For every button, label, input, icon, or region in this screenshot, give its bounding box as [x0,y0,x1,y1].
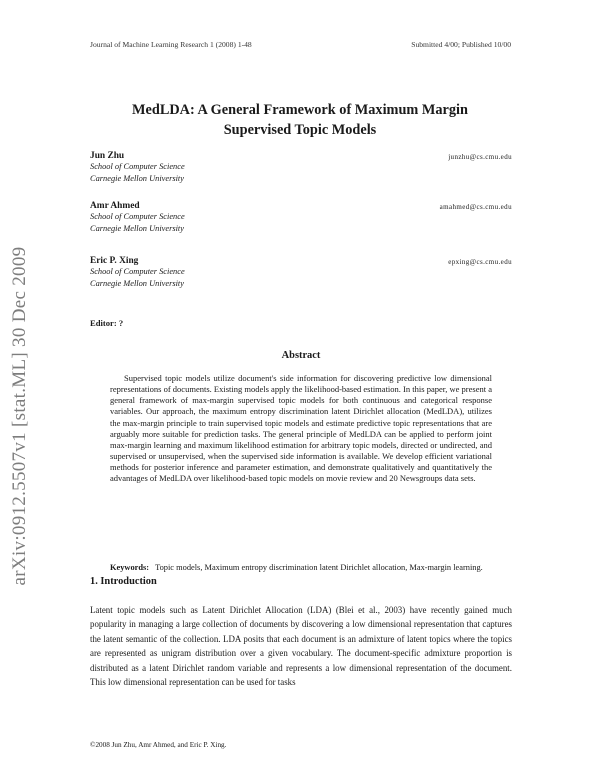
keywords-block [110,562,492,573]
author-affiliation: School of Computer Science [90,267,185,276]
editor-label: Editor: ? [90,318,124,328]
author-email[interactable]: junzhu@cs.cmu.edu [448,153,512,161]
author-affiliation: School of Computer Science [90,162,185,171]
author-name: Eric P. Xing [90,256,139,266]
author-email[interactable]: amahmed@cs.cmu.edu [439,203,512,211]
abstract-paragraph: Supervised topic models utilize document's side information for discovering predictive low dimensional representations of documents. Existing models apply the likelihood-based estimation. In this paper, we present a general framework of max-margin supervised topic models for both continuous and categorical response variables. Our approach, the maximum entropy discrimination latent Dirichlet allocation (MedLDA), utilizes the max-margin principle to train supervised topic models and estimate predictive topic representations that are arguably more suitable for prediction tasks. The general principle of MedLDA can be applied to perform joint max-margin learning and maximum likelihood estimation for arbitrary topic models, directed or undirected, and supervised or unsupervised, when the supervised side information is available. We develop efficient variational methods for posterior inference and parameter estimation, and demonstrate qualitatively and quantitatively the advantages of MedLDA over likelihood-based topic models on movie review and 20 Newsgroups data sets. [110,373,492,484]
author-email[interactable]: epxing@cs.cmu.edu [448,258,512,266]
author-name: Jun Zhu [90,151,125,161]
introduction-body [90,603,512,689]
author-block-3 [90,256,512,290]
intro-paragraph: Latent topic models such as Latent Dirichlet Allocation (LDA) (Blei et al., 2003) have recently gained much popularity in managing a large collection of documents by discovering a low dimensional representation that captures the latent semantic of the collection. LDA posits that each document is an admixture of latent topics where the topics are represented as unigram distribution over a given vocabulary. The document-specific admixture proportion is distributed as a latent Dirichlet random variable and represents a low dimensional representation of the document. This low dimensional representation can be used for tasks [90,605,512,688]
journal-header: Journal of Machine Learning Research 1 (2008) 1-48 [90,40,252,49]
title-line-2: Supervised Topic Models [223,122,377,138]
arxiv-stamp[interactable]: arXiv:0912.5507v1 [stat.ML] 30 Dec 2009 [9,246,30,586]
abstract-body [110,373,492,485]
author-affiliation: School of Computer Science [90,212,185,221]
editor-line [90,318,123,328]
author-block-2 [90,201,512,235]
author-institution: Carnegie Mellon University [90,174,184,183]
arxiv-stamp-strip [0,0,40,776]
author-block-1 [90,151,512,185]
paper-title [60,100,540,140]
keywords-label: Keywords: [110,563,150,572]
section-heading-introduction: 1. Introduction [90,576,157,587]
copyright-footer: ©2008 Jun Zhu, Amr Ahmed, and Eric P. Xing. [90,741,227,749]
author-name: Amr Ahmed [90,201,140,211]
title-line-1: MedLDA: A General Framework of Maximum Margin [132,102,468,118]
author-institution: Carnegie Mellon University [90,279,184,288]
abstract-heading: Abstract [281,350,321,361]
author-institution: Carnegie Mellon University [90,224,184,233]
keywords-text: Topic models, Maximum entropy discrimination latent Dirichlet allocation, Max-margin learning. [155,563,483,572]
submission-dates: Submitted 4/00; Published 10/00 [411,40,511,49]
